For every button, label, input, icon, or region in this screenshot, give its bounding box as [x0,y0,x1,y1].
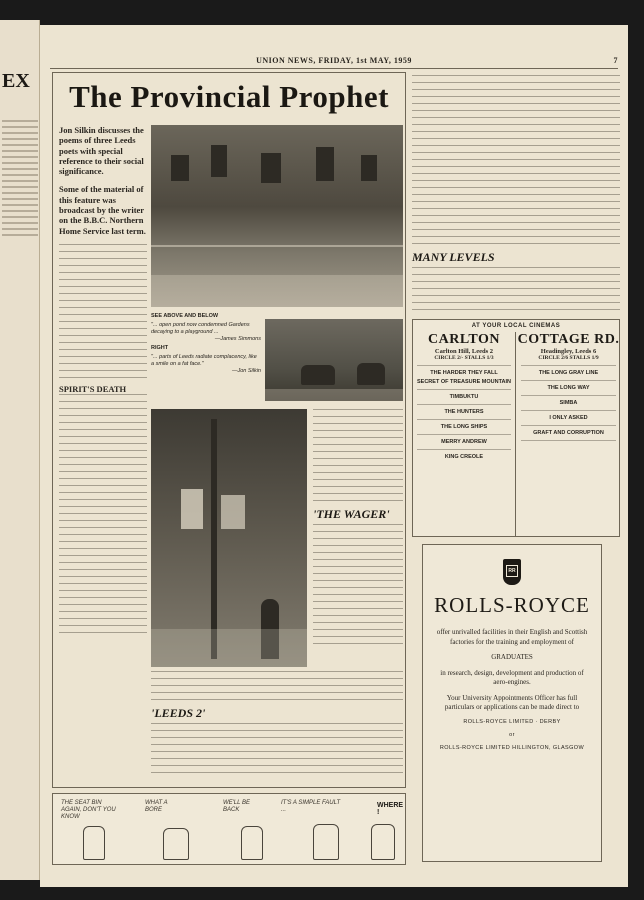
cartoon-bubble-1: THE SEAT BIN AGAIN, DON'T YOU KNOW [61,800,116,820]
ad-address-derby: ROLLS-ROYCE LIMITED · DERBY [463,718,561,725]
cartoon-bubble-2: WHAT A BORE [145,800,168,813]
cinema-header: AT YOUR LOCAL CINEMAS [471,323,561,329]
film-title: GRAFT AND CORRUPTION [533,430,604,436]
article-column-bottom [151,671,403,785]
film-title: THE LONG SHIPS [440,424,488,430]
article-column-leeds [313,409,403,667]
cottage-road-name: COTTAGE RD. [517,332,620,347]
intro-body-lines [59,244,147,633]
caption-credit-top: —James Simmons [214,336,261,342]
carlton-address: Carlton Hill, Leeds 2 [434,348,494,355]
cartoon-figure [241,826,263,860]
page-header [50,55,618,69]
subhead-spirits-death: SPIRIT'S DEATH [59,383,127,394]
cartoon-strip [52,793,406,865]
carlton-name: CARLTON [428,332,500,347]
film-title: THE LONG GRAY LINE [538,370,599,376]
cottage-road-address: Headingley, Leeds 6 [540,348,597,355]
film-title: SIMBA [559,400,578,406]
rolls-royce-crest-icon: RR [503,559,521,585]
cartoon-figure [313,824,339,860]
page-number: 7 [613,56,618,65]
adjacent-heading-fragment: EX [2,70,30,92]
caption-credit-right: —Jon Silkin [231,368,261,374]
cartoon-where-exclamation: WHERE ! [377,802,404,816]
adjacent-text-lines [2,120,38,240]
carlton-prices: CIRCLE 2/- STALLS 1/3 [434,355,494,361]
article-title: The Provincial Prophet [69,79,389,114]
cinema-listings [412,319,620,537]
caption-quote-right: "... parts of Leeds radiate complacency, like a smile on a fat face." [151,354,257,367]
film-title: TIMBUKTU [449,394,479,400]
cottage-road-prices: CIRCLE 2/6 STALLS 1/9 [538,355,599,361]
cartoon-bubble-4: IT'S A SIMPLE FAULT ... [281,800,341,813]
film-title: THE HARDER THEY FALL [430,370,498,376]
article-continuation-column [412,75,620,313]
masthead-line: UNION NEWS, FRIDAY, 1st MAY, 1959 [256,56,412,65]
feature-article [52,72,406,788]
broadcast-note: Some of the material of this feature was broadcast by the writer on the B.B.C. Northern Home Service last term. [59,184,146,236]
film-title: SECRET OF TREASURE MOUNTAIN [417,379,512,385]
cottage-road-column [517,332,620,445]
film-title: MERRY ANDREW [441,439,487,445]
adjacent-page-strip [0,20,40,880]
subhead-many-levels: MANY LEVELS [412,250,495,264]
photo-caption [151,311,261,375]
intro-paragraph: Jon Silkin discusses the poems of three Leeds poets with special reference to their social significance. [59,125,144,177]
cartoon-bubble-3: WE'LL BE BACK [223,800,251,813]
washing-line-photo [151,409,307,667]
street-houses-photo [151,125,403,307]
cartoon-figure [163,828,189,860]
film-title: THE LONG WAY [547,385,590,391]
article-intro [59,125,147,639]
film-title: I ONLY ASKED [549,415,588,421]
subhead-the-wager: 'THE WAGER' [313,507,390,521]
ad-brand: ROLLS-ROYCE [434,593,590,617]
ad-body-2: GRADUATES [491,653,533,661]
carlton-column [413,332,516,536]
ad-address-glasgow: ROLLS-ROYCE LIMITED HILLINGTON, GLASGOW [439,744,585,751]
caption-label-right: RIGHT [151,345,169,351]
cartoon-figure [371,824,395,860]
rolls-royce-advert [422,544,602,862]
caption-quote-top: "... open pond now condemned Gardens decaying to a playground ... [151,322,250,335]
ad-body-1: offer unrivalled facilities in their English and Scottish factories for the training and employment of [436,628,588,646]
ad-address-or: or [509,731,515,738]
street-cars-photo [265,319,403,401]
subhead-leeds-2: 'LEEDS 2' [151,706,206,720]
caption-label-top: SEE ABOVE AND BELOW [151,313,219,319]
newspaper-page [40,25,628,887]
film-title: THE HUNTERS [444,409,484,415]
ad-body-4: Your University Appointments Officer has full particulars or applications can be made direct to [444,693,580,711]
cartoon-figure [83,826,105,860]
ad-body-3: in research, design, development and production of aero-engines. [440,668,584,686]
film-title: KING CREOLE [444,454,484,460]
